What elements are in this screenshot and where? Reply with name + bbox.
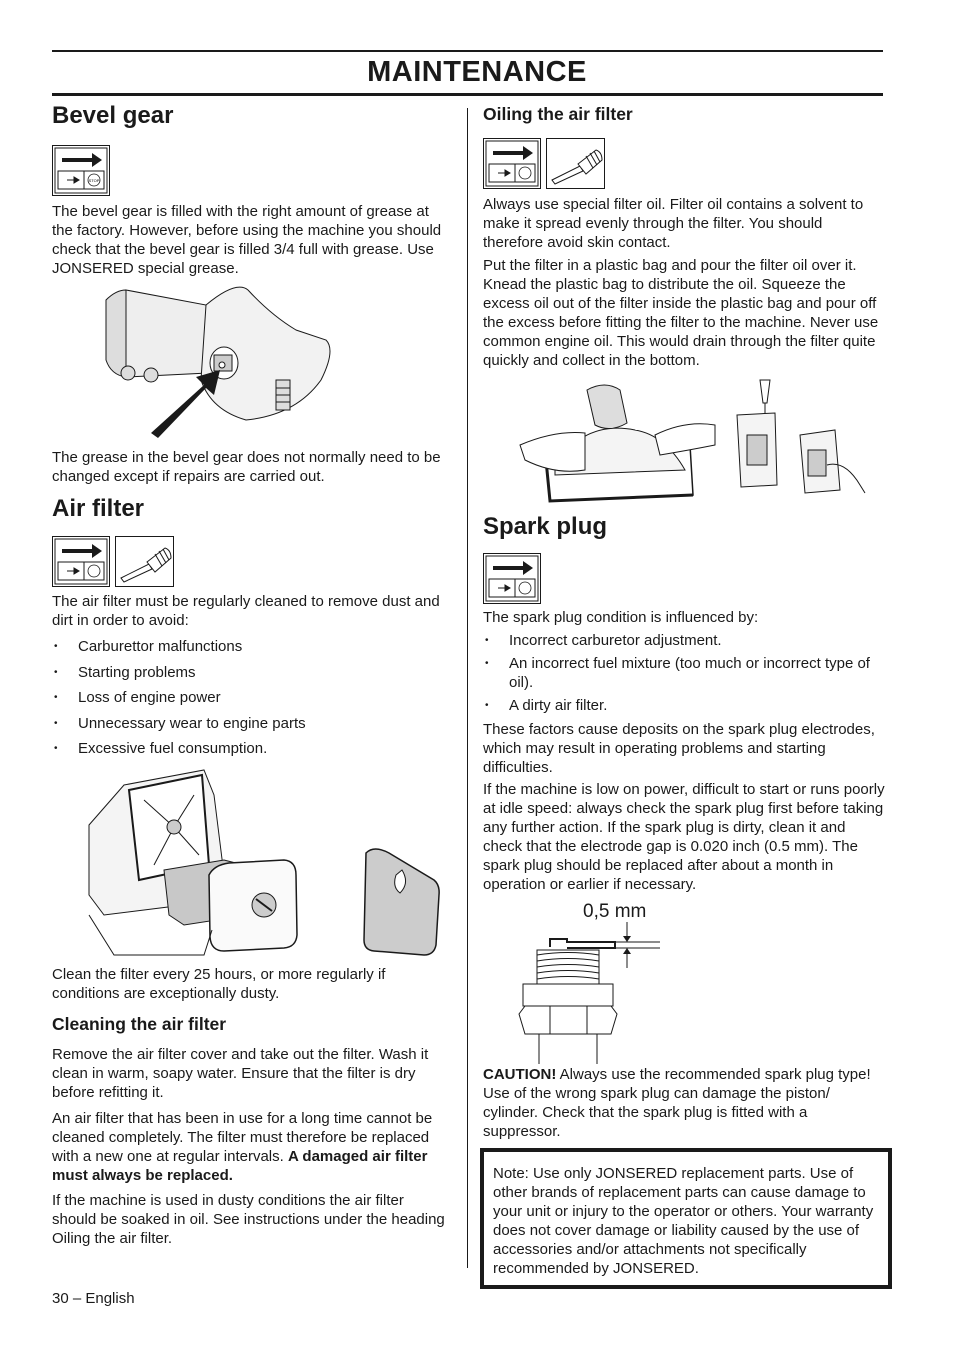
air-filter-bullets	[52, 637, 452, 758]
note-text: Note: Use only JONSERED replacement parts. Use of other brands of replacement parts can cause damage to your unit or injury to the operator or others. Your warranty does not cover damage or liability caused by the use of accessories and/or attachments not specifically recommended by JONSERED.	[493, 1165, 874, 1277]
heading-oiling-air-filter: Oiling the air filter	[483, 104, 633, 124]
cleaning-para2-text: An air filter that has been in use for a long time cannot be cleaned completely. The filter must therefore be replaced with a new one at regular intervals.	[52, 1110, 433, 1165]
cleaning-para2	[52, 1109, 452, 1185]
bevel-gear-illustration	[96, 285, 336, 440]
oiling-para2: Put the filter in a plastic bag and pour the filter oil over it. Knead the plastic bag to distribute the oil. Squeeze the excess oil out of the filter inside the plastic bag and pour off the excess before fitting the filter to the machine. Never use common engine oil. This would drain through the filter quite quickly and collect in the bottom.	[483, 257, 879, 369]
spark-plug-para1: These factors cause deposits on the spark plug electrodes, which may result in operating problems and starting difficulties.	[483, 721, 875, 776]
stop-engine-icon	[52, 536, 110, 587]
brush-icon	[115, 536, 174, 587]
oiling-para1: Always use special filter oil. Filter oil contains a solvent to make it spread evenly through the filter. You should therefore avoid skin contact.	[483, 196, 864, 251]
column-divider	[467, 108, 468, 1268]
cleaning-para1: Remove the air filter cover and take out the filter. Wash it clean in warm, soapy water. Ensure that the filter is dry before refitting it.	[52, 1046, 429, 1101]
air-filter-intro: The air filter must be regularly cleaned to remove dust and dirt in order to avoid:	[52, 593, 440, 629]
list-item: • Unnecessary wear to engine parts	[52, 714, 452, 733]
brush-icon	[546, 138, 605, 189]
top-rule	[52, 50, 883, 52]
spark-plug-intro: The spark plug condition is influenced by:	[483, 609, 759, 626]
air-filter-illustration	[84, 765, 444, 960]
heading-air-filter: Air filter	[52, 495, 145, 522]
cleaning-para3: If the machine is used in dusty conditions the air filter should be soaked in oil. See instructions under the heading Oiling the air filter.	[52, 1192, 445, 1247]
spark-plug-bullets	[483, 631, 885, 715]
bevel-gear-para2: The grease in the bevel gear does not normally need to be changed except if repairs are carried out.	[52, 449, 441, 485]
heading-bevel-gear: Bevel gear	[52, 102, 174, 129]
spark-plug-illustration	[515, 922, 665, 1064]
list-item: • Incorrect carburetor adjustment.	[483, 631, 885, 650]
caution-text	[483, 1065, 885, 1141]
list-item: • Excessive fuel consumption.	[52, 739, 452, 758]
gap-label: 0,5 mm	[583, 901, 647, 922]
list-item: • Starting problems	[52, 663, 452, 682]
stop-engine-icon	[483, 138, 541, 189]
title-underline	[52, 93, 883, 96]
air-filter-after-figure: Clean the filter every 25 hours, or more regularly if conditions are exceptionally dusty.	[52, 966, 386, 1002]
note-box	[480, 1148, 892, 1289]
stop-engine-icon	[483, 553, 541, 604]
stop-engine-icon	[52, 145, 110, 196]
caution-body: Always use the recommended spark plug type! Use of the wrong spark plug can damage the piston/ cylinder. Check that the spark plug is fitted with a suppressor.	[483, 1066, 871, 1140]
list-item: • Carburettor malfunctions	[52, 637, 452, 656]
stop-label: STOP	[88, 178, 100, 183]
cleaning-para2-bold: A damaged air filter must always be replaced.	[52, 1148, 428, 1184]
page-title: MAINTENANCE	[367, 56, 587, 88]
bevel-gear-para1: The bevel gear is filled with the right amount of grease at the factory. However, before using the machine you should check that the bevel gear is filled 3/4 full with grease. Use JONSERED special grease.	[52, 203, 442, 277]
list-item: • An incorrect fuel mixture (too much or incorrect type of oil).	[483, 654, 885, 692]
list-item: • A dirty air filter.	[483, 696, 885, 715]
heading-cleaning-air-filter: Cleaning the air filter	[52, 1014, 227, 1034]
spark-plug-para2: If the machine is low on power, difficult to start or runs poorly at idle speed: always check the spark plug first before taking any further action. If the spark plug is dirty, clean it and check that the electrode gap is 0.020 inch (0.5 mm). The spark plug should be replaced after about a month in operation or earlier if necessary.	[483, 781, 885, 893]
heading-spark-plug: Spark plug	[483, 513, 608, 540]
list-item: • Loss of engine power	[52, 688, 452, 707]
caution-label: CAUTION!	[483, 1066, 557, 1083]
oiling-filter-illustration	[515, 375, 870, 507]
page-footer: 30 – English	[52, 1290, 135, 1307]
